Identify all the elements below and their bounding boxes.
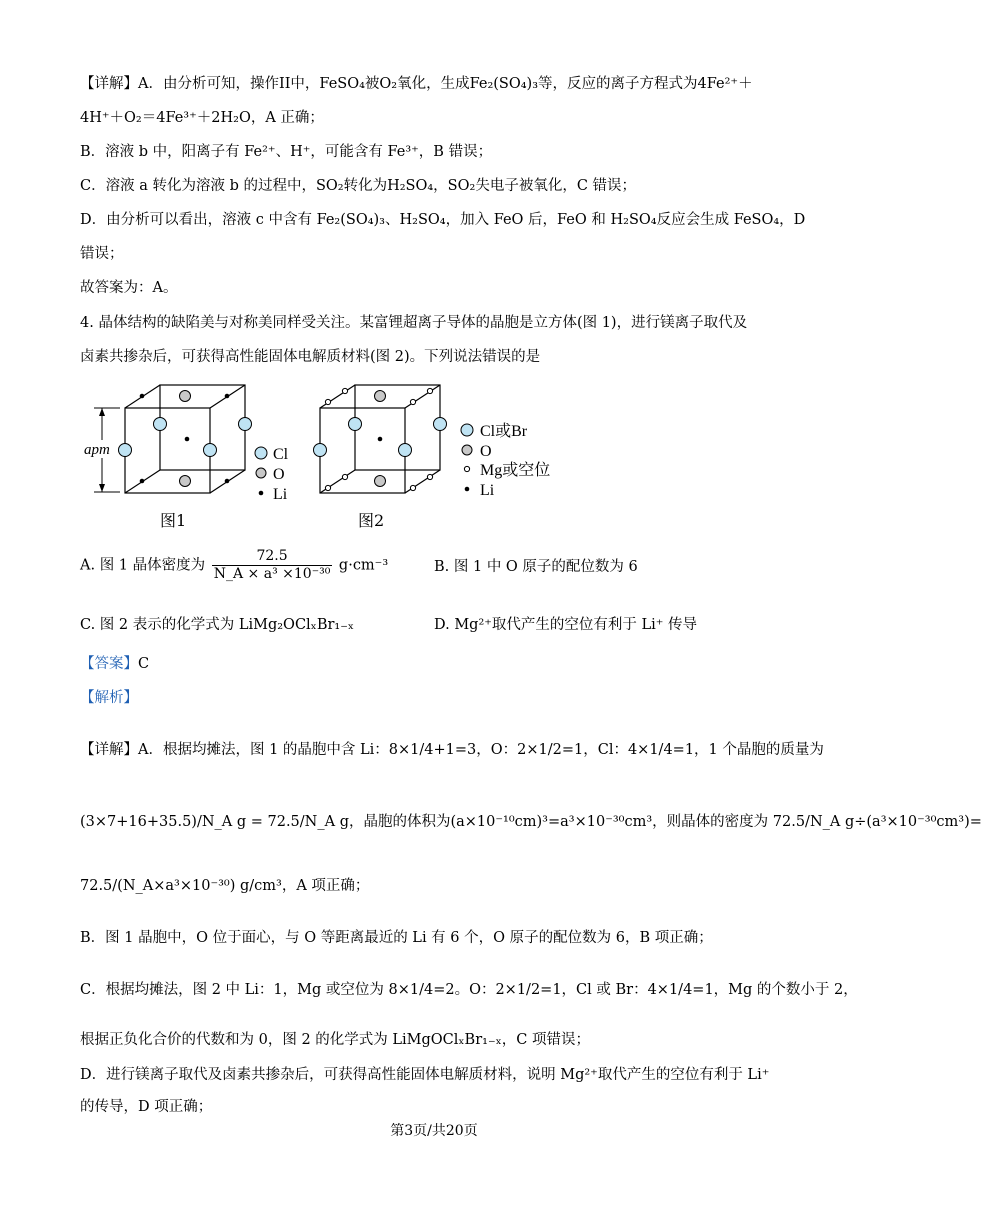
edge-label: apm [84, 442, 110, 458]
line-4: C．溶液 a 转化为溶液 b 的过程中，SO₂转化为H₂SO₄，SO₂失电子被氧化，C 错误； [80, 178, 637, 194]
legend2-li: Li [480, 482, 495, 499]
option-a-prefix: A. 图 1 晶体密度为 [80, 557, 206, 574]
option-c[interactable]: C. 图 2 表示的化学式为 LiMg₂OClₓBr₁₋ₓ [80, 617, 355, 633]
legend2-o: O [480, 443, 492, 460]
question-line-2: 卤素共掺杂后，可获得高性能固体电解质材料(图 2)。下列说法错误的是 [80, 349, 541, 365]
option-a-den: N_A × a³ ×10⁻³⁰ [213, 566, 331, 582]
option-d[interactable]: D. Mg²⁺取代产生的空位有利于 Li⁺ 传导 [434, 617, 698, 633]
crystal-figure-2 [310, 380, 550, 530]
detail-line-4: B．图 1 晶胞中，O 位于面心，与 O 等距离最近的 Li 有 6 个，O 原子的配位数为 6，B 项正确； [80, 930, 713, 946]
detail-line-8: 的传导，D 项正确； [80, 1099, 213, 1115]
answer-line [80, 654, 149, 674]
detail-line-5: C．根据均摊法，图 2 中 Li：1，Mg 或空位为 8×1/4=2。O：2×1/2=1，Cl 或 Br：4×1/4=1，Mg 的个数小于 2， [80, 982, 858, 998]
fig2-caption: 图2 [358, 511, 385, 530]
crystal-figure-1 [80, 380, 310, 530]
detail-line-2: (3×7+16+35.5)/N_A g = 72.5/N_A g，晶胞的体积为(a×10⁻¹⁰cm)³=a³×10⁻³⁰cm³，则晶体的密度为 72.5/N_A g÷(a³×10⁻³⁰cm³)= [80, 814, 982, 830]
option-b[interactable]: B. 图 1 中 O 原子的配位数为 6 [434, 559, 638, 575]
page-footer: 第3页/共20页 [390, 1123, 478, 1139]
answer-value: C [138, 656, 150, 672]
legend2-cl-br: Cl或Br [480, 423, 528, 440]
legend1-cl: Cl [273, 446, 289, 463]
option-a-fraction [212, 548, 333, 583]
option-a-num: 72.5 [212, 548, 333, 566]
legend1-o: O [273, 466, 285, 483]
line-7: 故答案为：A。 [80, 280, 178, 296]
legend1-li: Li [273, 486, 288, 503]
fig1-caption: 图1 [160, 511, 187, 530]
question-line-1: 4. 晶体结构的缺陷美与对称美同样受关注。某富锂超离子导体的晶胞是立方体(图 1)，进行镁离子取代及 [80, 315, 748, 331]
detail-line-3: 72.5/(N_A×a³×10⁻³⁰) g/cm³，A 项正确； [80, 878, 370, 894]
option-a-unit: g·cm⁻³ [338, 557, 389, 574]
line-6: 错误； [80, 246, 124, 262]
option-a[interactable] [80, 548, 388, 583]
detail-line-7: D．进行镁离子取代及卤素共掺杂后，可获得高性能固体电解质材料，说明 Mg²⁺取代产生的空位有利于 Li⁺ [80, 1067, 770, 1083]
line-5: D．由分析可以看出，溶液 c 中含有 Fe₂(SO₄)₃、H₂SO₄，加入 FeO 后，FeO 和 H₂SO₄反应会生成 FeSO₄，D [80, 212, 806, 228]
legend2-mg-vacancy: Mg或空位 [480, 462, 551, 479]
line-1: 【详解】A．由分析可知，操作II中，FeSO₄被O₂氧化，生成Fe₂(SO₄)₃等，反应的离子方程式为4Fe²⁺＋ [80, 76, 753, 92]
analysis-label: 【解析】 [80, 690, 138, 706]
detail-line-1: 【详解】A．根据均摊法，图 1 的晶胞中含 Li：8×1/4+1=3，O：2×1/2=1，Cl：4×1/4=1，1 个晶胞的质量为 [80, 742, 824, 758]
line-2: 4H⁺＋O₂＝4Fe³⁺＋2H₂O，A 正确； [80, 110, 324, 126]
line-3: B．溶液 b 中，阳离子有 Fe²⁺、H⁺，可能含有 Fe³⁺，B 错误； [80, 144, 493, 160]
detail-line-6: 根据正负化合价的代数和为 0，图 2 的化学式为 LiMgOClₓBr₁₋ₓ，C 项错误； [80, 1032, 590, 1048]
answer-label: 【答案】 [80, 656, 138, 672]
